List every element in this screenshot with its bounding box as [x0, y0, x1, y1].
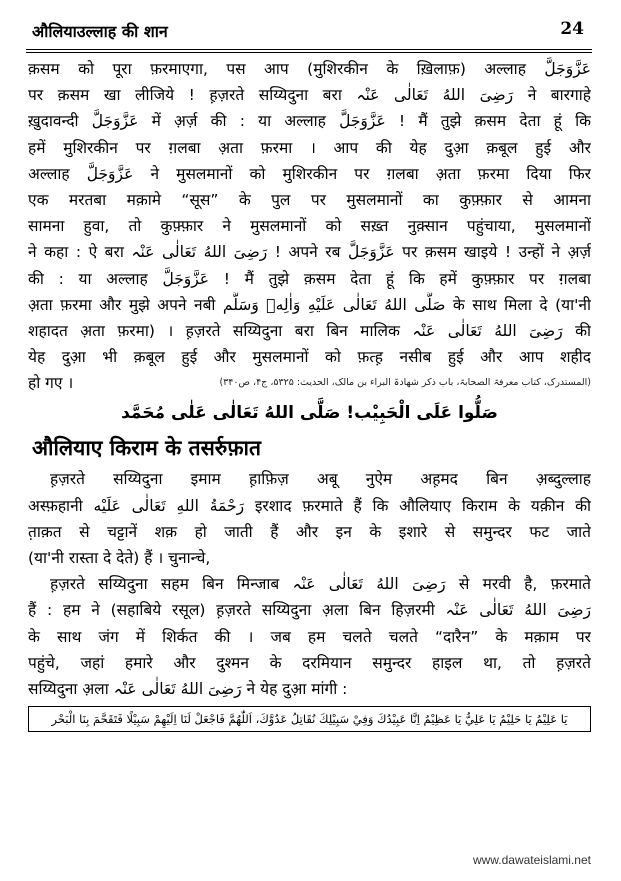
- source-citation: (المستدرک، کتاب معرفۃ الصحابۃ، باب ذکر شھادۃ البراء بن مالک، الحدیث: ۵۳۲۵، ج۴، ص۳۴۰): [219, 377, 591, 389]
- body-line: ह़ज़रते सय्यिदुना सहम बिन मिन्जाब رَضِیَ اللهُ تَعَالٰی عَنْہ से मरवी है, फ़रमाते: [50, 575, 591, 594]
- body-line: हैं : हम ने (सहाबिये रसूल) ह़ज़रते सय्यिदुना अ़ला बिन हिज़रमी رَضِیَ اللهُ تَعَالٰی عَنْہ: [28, 601, 591, 620]
- body-line: की : या अल्लाह عَزَّوَجَلَّ ! मैं तुझे क़सम देता हूं कि हमें कुफ़्फ़ार पर ग़लबा: [28, 269, 591, 288]
- body-line: क़सम को पूरा फ़रमाएगा, पस आप (मुशिरकीन के ख़िलाफ़) अल्लाह عَزَّوَجَلَّ: [28, 60, 591, 78]
- body-line: शहादत अ़ता फ़रमा) । ह़ज़रते सय्यिदुना बरा बिन मालिक رَضِیَ اللهُ تَعَالٰی عَنْہ की: [28, 321, 591, 340]
- page-body: [28, 56, 591, 732]
- body-line: सय्यिदुना अ़ला رَضِیَ اللهُ تَعَالٰی عَنْہ ने येह दुआ़ मांगी :: [28, 679, 348, 698]
- running-title: औलियाउल्लाह की शान: [32, 22, 168, 41]
- body-line: पहुंचे, जहां हमारे और दुश्मन के दरमियान समुन्दर हाइल था, तो ह़ज़रते: [28, 653, 591, 672]
- body-line: ने कहा : ऐ बरा رَضِیَ اللهُ تَعَالٰی عَنْہ ! अपने रब عَزَّوَجَلَّ पर क़सम खाइये ! उन्हों ने अ़र्ज़: [28, 243, 591, 262]
- arabic-prayer-box: يَا عَلِيْمُ يَا حَلِيْمُ يَا عَلِيُّ يَا عَظِيْمُ اِنَّا عَبِيْدُكَ وَفِيْ سَبِيْلِكَ نُقَاتِلُ عَدُوَّكَ، اَللّٰهُمَّ فَاجْعَلْ لَنَا اِلَيْهِمْ سَبِيْلًا فَتَقَحَّمَ بِنَا الْبَحْر: [28, 706, 591, 732]
- body-line: येह दुआ़ भी क़बूल हुई और मुसलमानों को फ़त्ह़ नसीब हुई और आप शहीद: [28, 348, 591, 367]
- footer-url: www.dawateislami.net: [472, 853, 591, 867]
- body-line: सामना हुवा, तो कुफ़्फ़ार ने मुसलमानों को सख़्त नुक़्सान पहुंचाया, मुसलमानों: [28, 217, 591, 236]
- page-header: [26, 16, 592, 44]
- body-line: त़ाक़त से चट्टानें शक़ हो जाती हैं और इन के इशारे से समुन्दर फट जाते: [28, 522, 591, 541]
- body-line-end: हो गए ।: [28, 374, 74, 393]
- page-number: 24: [560, 19, 584, 39]
- body-line: एक मरतबा मक़ामे “सूस” के पुल पर मुसलमानों का कुफ़्फ़ार से आमना: [28, 190, 591, 209]
- body-line: ख़ुदावन्दी عَزَّوَجَلَّ में अ़र्ज़ की : या अल्लाह عَزَّوَجَلَّ ! मैं तुझे क़सम देता हूं कि: [28, 112, 591, 131]
- body-line: (या'नी रास्ता दे देते) हैं । चुनान्चे,: [28, 549, 211, 567]
- header-rule-double: [26, 52, 592, 53]
- section-heading: औलियाए किराम के तसर्रुफ़ात: [32, 436, 261, 461]
- body-line: ह़ज़रते सय्यिदुना इमाम ह़ाफ़िज़ अबू नुऐम अह़मद बिन अ़ब्दुल्लाह: [50, 470, 591, 489]
- body-line: अल्लाह عَزَّوَجَلَّ ने मुसलमानों को मुशिरकीन पर ग़लबा अ़ता फ़रमा दिया फिर: [28, 164, 591, 183]
- header-rule: [26, 49, 592, 50]
- body-line: अ़ता फ़रमा और मुझे अपने नबी صَلَّى اللهُ تَعَالٰی عَلَيْهِ وَاٰلِهٖ وَسَلَّم के साथ मिला दे (या'नी: [28, 295, 591, 314]
- body-line: के साथ जंग में शिर्कत की । जब हम चलते चलते “दारैन” के मक़ाम पर: [28, 627, 591, 646]
- body-line: हमें मुशिरकीन पर ग़लबा अ़ता फ़रमा । आप की येह दुआ़ क़बूल हुई और: [28, 138, 591, 157]
- durood-line: صَلُّوا عَلَى الْحَبِيْب! صَلَّى اللهُ تَعَالٰى عَلٰى مُحَمَّد: [121, 403, 498, 424]
- body-line: अस्फ़हानी رَحْمَةُ اللهِ تَعَالٰی عَلَيْه इरशाद फ़रमाते हैं कि औलियाए किराम के यक़ीन की: [28, 496, 591, 515]
- citation-line: [28, 370, 591, 396]
- body-line: पर क़सम खा लीजिये ! ह़ज़रते सय्यिदुना बरा رَضِیَ اللهُ تَعَالٰی عَنْہ ने बारगाहे: [28, 86, 591, 105]
